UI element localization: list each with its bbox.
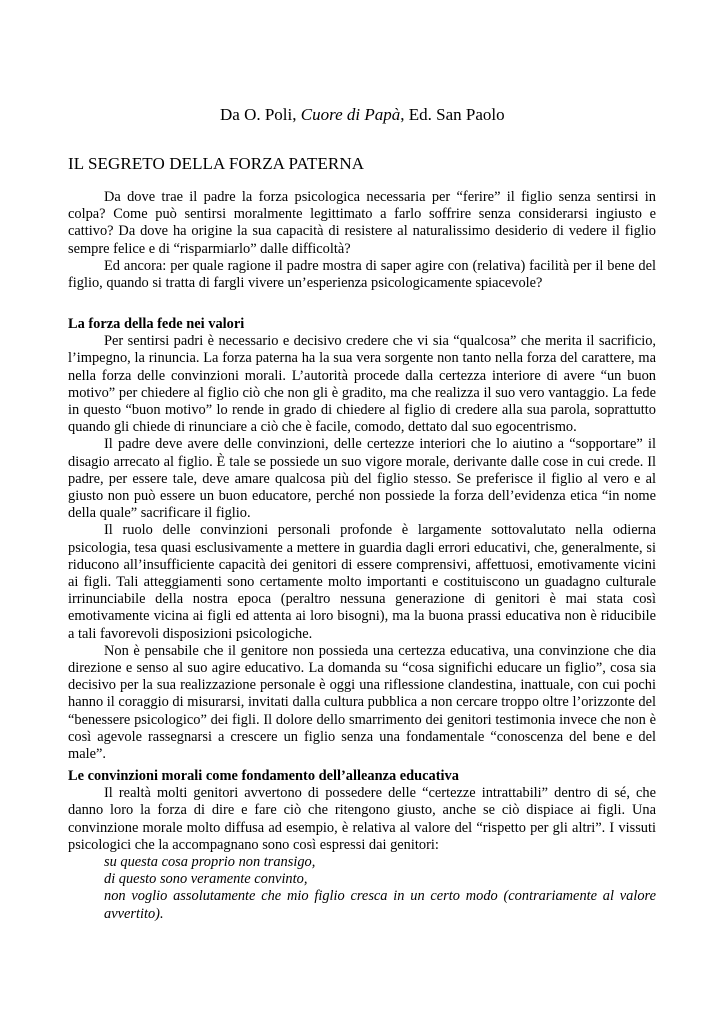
section-paragraph: Per sentirsi padri è necessario e decisivo credere che vi sia “qualcosa” che merita il sacrificio, l’impegno, la rinuncia. La forza paterna ha la sua vera sorgente non tanto nella forza del carattere, ma nella forza delle convinzioni morali. L’autorità procede dalla certezza interiore di avere “un buon motivo” per chiedere al figlio ciò che non gli è gradito, ma che realizza il suo vero vantaggio. La fede in questo “buon motivo” lo rende in grado di chiedere al figlio di credere alla sua parola, soprattutto quando gli chiede di rinunciare a ciò che è facile, comodo, dettato dal suo egocentrismo. — [68, 333, 656, 436]
source-suffix: , Ed. San Paolo — [400, 105, 505, 124]
section-paragraph: Il ruolo delle convinzioni personali profonde è largamente sottovalutato nella odierna psicologia, tesa quasi esclusivamente a mettere in guardia dagli errori educativi, che, generalmente, si riducono all’insufficiente capacità dei genitori di essere comprensivi, affettuosi, emotivamente vicini ai figli. Tali atteggiamenti sono certamente molto importanti e costituiscono un guadagno culturale irrinunciabile della nostra epoca (peraltro nessuna generazione di genitori è mai stata così emotivamente vicina ai figli ed attenta ai loro bisogni), ma la buona prassi educativa non è riducibile a tali favorevoli disposizioni psicologiche. — [68, 522, 656, 642]
section-paragraph: Non è pensabile che il genitore non possieda una certezza educativa, una convinzione che dia direzione e senso al suo agire educativo. La domanda su “cosa significhi educare un figlio”, cosa sia decisivo per la sua realizzazione personale è oggi una riflessione clandestina, inattuale, con cui pochi hanno il coraggio di misurarsi, invitati dalla cultura pubblica a non cercare troppo oltre l’orizzonte del “benessere psicologico” dei figli. Il dolore dello smarrimento dei genitori testimonia invece che non è così agevole rassegnarsi a crescere un figlio senza una fondamentale “conoscenza del bene e del male”. — [68, 642, 656, 763]
section-heading: Le convinzioni morali come fondamento dell’alleanza educativa — [68, 768, 459, 784]
source-prefix: Da O. Poli, — [220, 105, 301, 124]
intro-paragraph-2: Ed ancora: per quale ragione il padre mostra di saper agire con (relativa) facilità per il bene del figlio, quando si tratta di fargli vivere un’esperienza psicologicamente spiacevole? — [68, 257, 656, 292]
intro-section — [68, 189, 656, 292]
quote-line: non voglio assolutamente che mio figlio cresca in un certo modo (contrariamente al valore avvertito). — [104, 888, 656, 922]
document-title: IL SEGRETO DELLA FORZA PATERNA — [68, 154, 365, 173]
parent-quotes — [68, 854, 656, 923]
source-citation — [220, 104, 505, 126]
section-heading: La forza della fede nei valori — [68, 316, 245, 332]
quote-line: di questo sono veramente convinto, — [104, 871, 308, 888]
section-moral-convictions — [68, 768, 656, 923]
intro-paragraph-1: Da dove trae il padre la forza psicologica necessaria per “ferire” il figlio senza sentirsi in colpa? Come può sentirsi moralmente legittimato a farlo soffrire senza considerarsi ingiusto e cattivo? Da dove ha origine la sua capacità di resistere al naturalissimo desiderio di vedere il figlio sempre felice e di “risparmiarlo” dalle difficoltà? — [68, 189, 656, 257]
section-faith-in-values — [68, 316, 656, 763]
section-paragraph: Il realtà molti genitori avvertono di possedere delle “certezze intrattabili” dentro di sé, che danno loro la forza di dire e fare ciò che ritengono giusto, anche se ciò dispiace ai figli. Una convinzione morale molto diffusa ad esempio, è relativa al valore del “rispetto per gli altri”. I vissuti psicologici che la accompagnano sono così espressi dai genitori: — [68, 785, 656, 853]
quote-line: su questa cosa proprio non transigo, — [104, 854, 316, 871]
section-paragraph: Il padre deve avere delle convinzioni, delle certezze interiori che lo aiutino a “sopportare” il disagio arrecato al figlio. È tale se possiede un suo vigore morale, derivante dalle cose in cui crede. Il padre, per essere tale, deve amare qualcosa più del figlio stesso. Se preferisce il figlio al vero e al giusto non può essere un buon educatore, perché non possiede la forza dell’evidenza etica “in nome della quale” sacrificare il figlio. — [68, 436, 656, 522]
source-book-title: Cuore di Papà — [300, 105, 401, 124]
